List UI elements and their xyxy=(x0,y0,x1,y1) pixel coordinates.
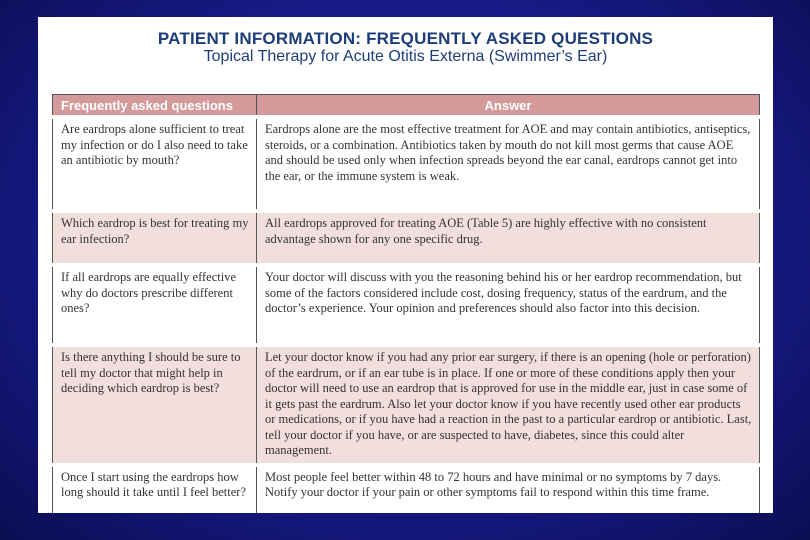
answer-cell: Your doctor will discuss with you the reasoning behind his or her eardrop recommendation, but some of the factors considered include cost, dosing frequency, status of the eardrum, and the doctor’s experience. Your opinion and preferences should also factor into this decision. xyxy=(257,265,760,345)
table-row xyxy=(53,117,760,211)
answer-cell: Most people feel better within 48 to 72 hours and have minimal or no symptoms by 7 days. Notify your doctor if your pain or other symptoms fail to respond within this time frame. xyxy=(257,465,760,514)
question-cell: Once I start using the eardrops how long should it take until I feel better? xyxy=(53,465,257,514)
question-cell: Is there anything I should be sure to tell my doctor that might help in deciding which eardrop is best? xyxy=(53,345,257,465)
table-header-row xyxy=(53,95,760,118)
answer-cell: Let your doctor know if you had any prior ear surgery, if there is an opening (hole or perforation) of the eardrum, or if an ear tube is in place. If one or more of these conditions apply then your doctor will need to use an eardrop that is approved for use in the middle ear, just in case some of it gets past the eardrum. Also let your doctor know if you have recently used other ear products or medications, or if you have had a reaction in the past to a particular eardrop or antibiotic. Last, tell your doctor if you have, or are suspected to have, diabetes, since this could alter management. xyxy=(257,345,760,465)
slide-page xyxy=(38,17,773,513)
column-header-answer: Answer xyxy=(257,95,760,118)
table-row xyxy=(53,345,760,465)
table-row xyxy=(53,465,760,514)
page-subtitle: Topical Therapy for Acute Otitis Externa (Swimmer’s Ear) xyxy=(203,48,608,65)
faq-table xyxy=(52,94,760,513)
page-title: PATIENT INFORMATION: FREQUENTLY ASKED QUESTIONS xyxy=(157,29,654,48)
question-cell: Which eardrop is best for treating my ear infection? xyxy=(53,211,257,265)
answer-cell: All eardrops approved for treating AOE (Table 5) are highly effective with no consistent advantage shown for any one specific drug. xyxy=(257,211,760,265)
table-row xyxy=(53,211,760,265)
answer-cell: Eardrops alone are the most effective treatment for AOE and may contain antibiotics, antiseptics, steroids, or a combination. Antibiotics taken by mouth do not kill most germs that cause AOE and should be used only when infection spreads beyond the ear canal, eardrops cannot get into the ear, or the immune system is weak. xyxy=(257,117,760,211)
question-cell: Are eardrops alone sufficient to treat my infection or do I also need to take an antibiotic by mouth? xyxy=(53,117,257,211)
table-row xyxy=(53,265,760,345)
column-header-questions: Frequently asked questions xyxy=(53,95,257,118)
question-cell: If all eardrops are equally effective why do doctors prescribe different ones? xyxy=(53,265,257,345)
